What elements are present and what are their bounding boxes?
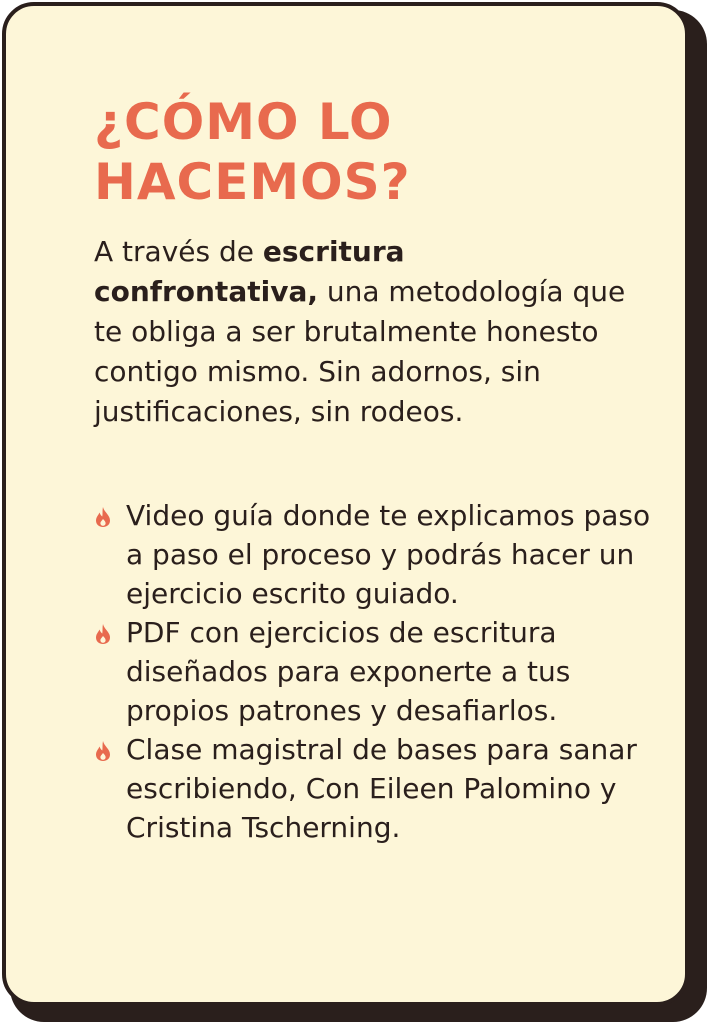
bullet-text: Video guía donde te explicamos paso a paso el proceso y podrás hacer un ejercicio escrito guiado. [126,499,651,610]
list-item [94,613,654,730]
bullet-text: PDF con ejercicios de escritura diseñados para exponerte a tus propios patrones y desafiarlos. [126,616,571,727]
flame-icon [94,623,112,645]
card-title [94,92,654,212]
intro-bold-text: escritura confrontativa, [94,235,405,308]
title-line-1: ¿CÓMO LO [94,93,393,151]
intro-text-before: A través de [94,235,263,268]
info-card [2,2,689,1006]
title-line-2: HACEMOS? [94,153,411,211]
bullet-text: Clase magistral de bases para sanar escribiendo, Con Eileen Palomino y Cristina Tscherning. [126,733,637,844]
flame-icon [94,506,112,528]
list-item [94,730,654,847]
bullet-list [94,496,654,847]
flame-icon [94,740,112,762]
intro-text-after: una metodología que te obliga a ser brutalmente honesto contigo mismo. Sin adornos, sin justificaciones, sin rodeos. [94,275,626,428]
list-item [94,496,654,613]
intro-paragraph [94,232,634,432]
